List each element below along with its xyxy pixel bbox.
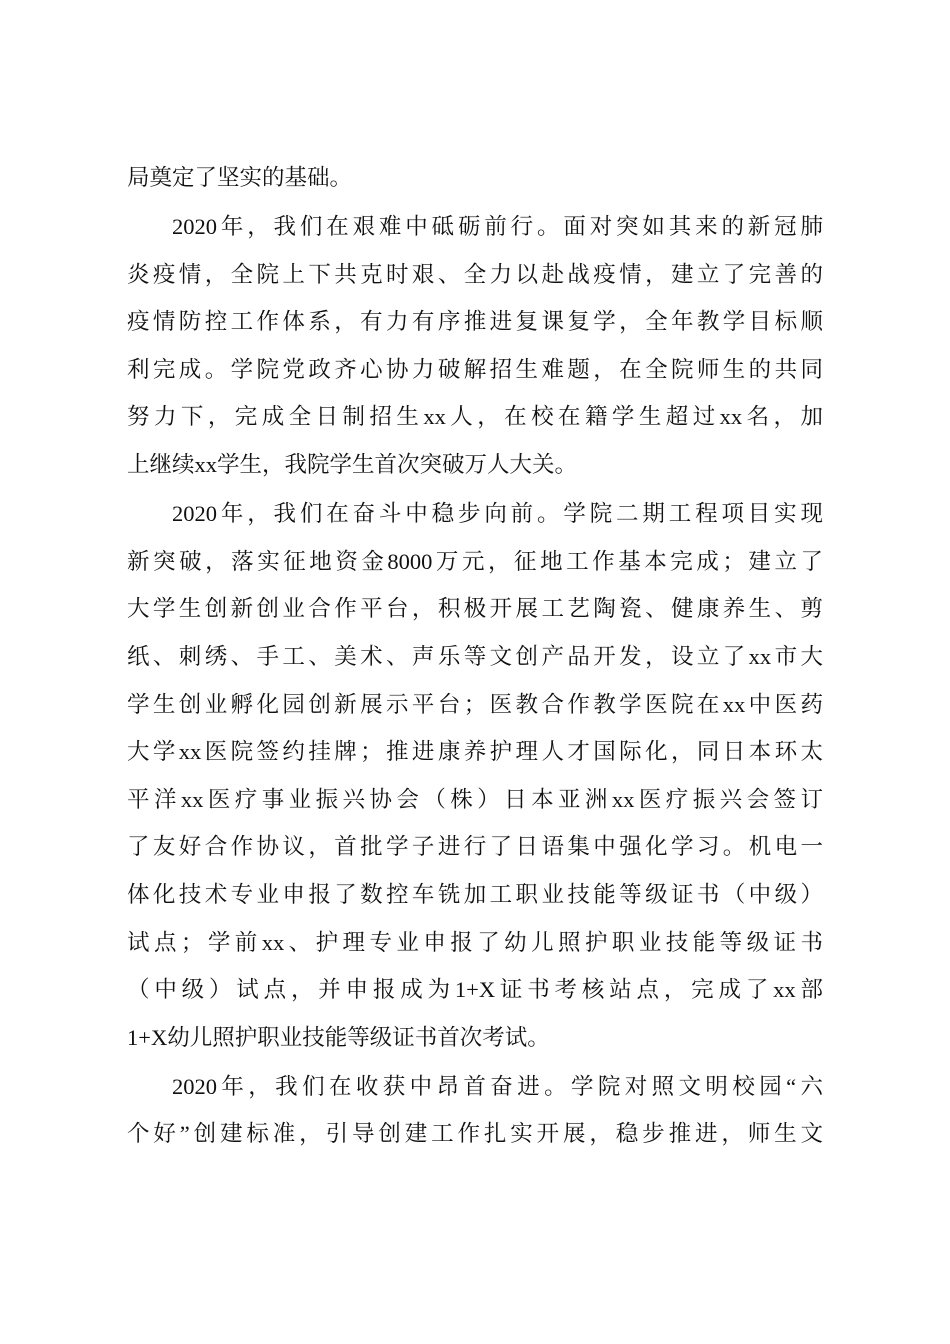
text-line: 2020年，我们在奋斗中稳步向前。学院二期工程项目实现 [172, 501, 823, 527]
text-line: 努力下，完成全日制招生xx人，在校在籍学生超过xx名，加 [127, 404, 823, 430]
text-line: 新突破，落实征地资金8000万元，征地工作基本完成；建立了 [127, 548, 823, 574]
text-line: 局奠定了坚实的基础。 [127, 165, 353, 190]
text-line: 2020年，我们在艰难中砥砺前行。面对突如其来的新冠肺 [172, 214, 823, 240]
text-line: 体化技术专业申报了数控车铣加工职业技能等级证书（中级） [127, 881, 823, 907]
text-line: 2020年，我们在收获中昂首奋进。学院对照文明校园“六 [172, 1073, 823, 1099]
text-line: 利完成。学院党政齐心协力破解招生难题，在全院师生的共同 [127, 356, 823, 382]
document-page [127, 154, 823, 1159]
text-line: 大学xx医院签约挂牌；推进康养护理人才国际化，同日本环太 [127, 739, 823, 765]
text-line: 个好”创建标准，引导创建工作扎实开展，稳步推进，师生文 [127, 1121, 823, 1147]
text-line: 疫情防控工作体系，有力有序推进复课复学，全年教学目标顺 [127, 309, 823, 335]
text-line: 炎疫情，全院上下共克时艰、全力以赴战疫情，建立了完善的 [127, 261, 823, 287]
paragraph [127, 203, 823, 489]
text-line: 1+X幼儿照护职业技能等级证书首次考试。 [127, 1024, 550, 1050]
paragraph [127, 1063, 823, 1158]
text-line: 大学生创新创业合作平台，积极开展工艺陶瓷、健康养生、剪 [127, 596, 823, 622]
text-line: （中级）试点，并申报成为1+X证书考核站点，完成了xx部 [127, 977, 823, 1003]
text-line: 试点；学前xx、护理专业申报了幼儿照护职业技能等级证书 [127, 929, 823, 955]
paragraph [127, 154, 823, 202]
text-line: 了友好合作协议，首批学子进行了日语集中强化学习。机电一 [127, 834, 823, 860]
text-line: 纸、刺绣、手工、美术、声乐等文创产品开发，设立了xx市大 [127, 643, 823, 669]
text-line: 上继续xx学生，我院学生首次突破万人大关。 [127, 452, 578, 478]
paragraph [127, 490, 823, 1061]
text-line: 平洋xx医疗事业振兴协会（株）日本亚洲xx医疗振兴会签订 [127, 786, 823, 812]
text-line: 学生创业孵化园创新展示平台；医教合作教学医院在xx中医药 [127, 691, 823, 717]
